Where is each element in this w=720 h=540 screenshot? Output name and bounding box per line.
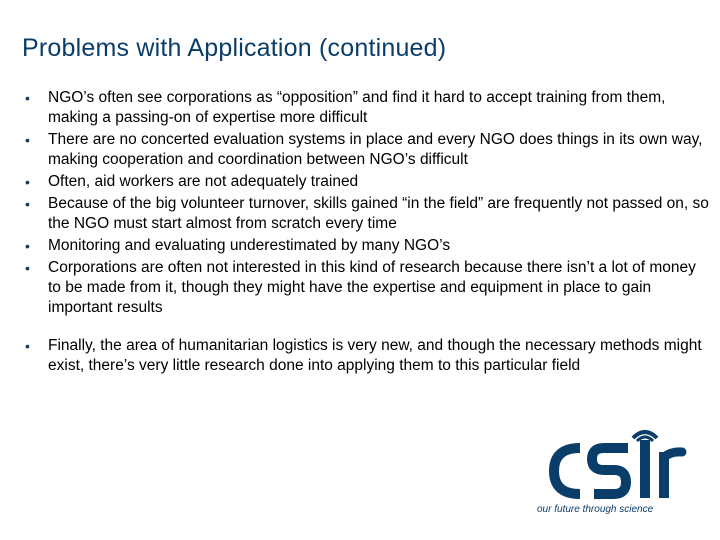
bullet-text-7: Finally, the area of humanitarian logistics is very new, and though the necessary methods might exist, there’s very little research done into applying them to this particular field — [48, 337, 702, 374]
bullet-text-5: Monitoring and evaluating underestimated by many NGO’s — [48, 237, 451, 254]
bullet-text-1: NGO’s often see corporations as “opposition” and find it hard to accept training from them, making a passing-on of expertise more difficult — [48, 89, 666, 126]
bullet-dot-icon: • — [25, 338, 30, 354]
bullet-dot-icon: • — [25, 132, 30, 148]
bullet-item-6 — [20, 258, 710, 318]
bullet-text-6: Corporations are often not interested in this kind of research because there isn’t a lot of money to be made from it, though they might have the expertise and equipment in place to gain important results — [48, 259, 696, 316]
bullet-text-4: Because of the big volunteer turnover, skills gained “in the field” are frequently not passed on, so the NGO must start almost from scratch every time — [48, 195, 709, 232]
bullet-item-2 — [20, 130, 710, 170]
bullet-item-1 — [20, 88, 710, 128]
bullet-text-2: There are no concerted evaluation systems in place and every NGO does things in its own way, making cooperation and coordination between NGO’s difficult — [48, 131, 703, 168]
bullet-list — [20, 88, 710, 378]
bullet-item-3 — [20, 172, 710, 192]
slide-title: Problems with Application (continued) — [22, 34, 447, 62]
bullet-dot-icon: • — [25, 238, 30, 254]
bullet-item-7 — [20, 336, 710, 376]
bullet-dot-icon: • — [25, 174, 30, 190]
logo-tagline: our future through science — [537, 504, 654, 515]
bullet-text-3: Often, aid workers are not adequately trained — [48, 173, 359, 190]
bullet-item-4 — [20, 194, 710, 234]
bullet-dot-icon: • — [25, 196, 30, 212]
bullet-dot-icon: • — [25, 90, 30, 106]
bullet-item-5 — [20, 236, 710, 256]
bullet-dot-icon: • — [25, 260, 30, 276]
